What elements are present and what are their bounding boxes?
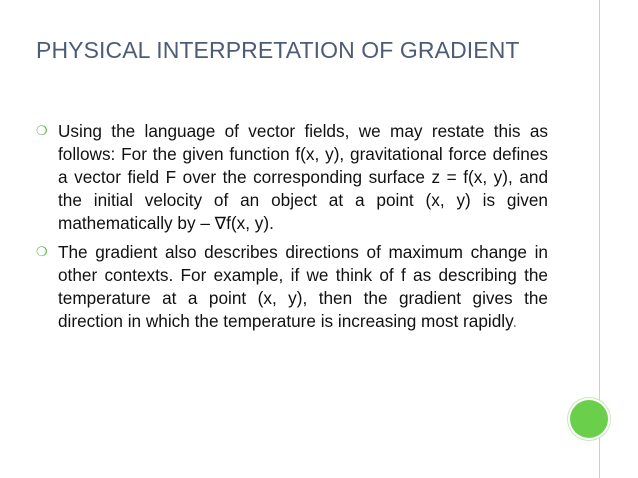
ring-bullet-icon: ❍	[36, 245, 48, 260]
bullet-list	[36, 120, 548, 339]
bullet-item	[36, 241, 548, 333]
bullet-text-body: The gradient also describes directions of maximum change in other contexts. For example, if we think of f as describing the temperature at a point (x, y), then the gradient gives the direction in which the temperature is increasing most rapidly	[58, 242, 548, 331]
bullet-text	[58, 241, 548, 333]
bullet-end-mark: .	[512, 311, 518, 331]
green-circle-decoration	[570, 400, 608, 438]
ring-bullet-icon: ❍	[36, 124, 48, 139]
slide-title: PHYSICAL INTERPRETATION OF GRADIENT	[36, 37, 520, 63]
bullet-item	[36, 120, 548, 235]
bullet-text: Using the language of vector fields, we may restate this as follows: For the given function f(x, y), gravitational force defines a vector field F over the corresponding surface z = f(x, y), and the initial velocity of an object at a point (x, y) is given mathematically by – ∇f(x, y).	[58, 121, 548, 233]
